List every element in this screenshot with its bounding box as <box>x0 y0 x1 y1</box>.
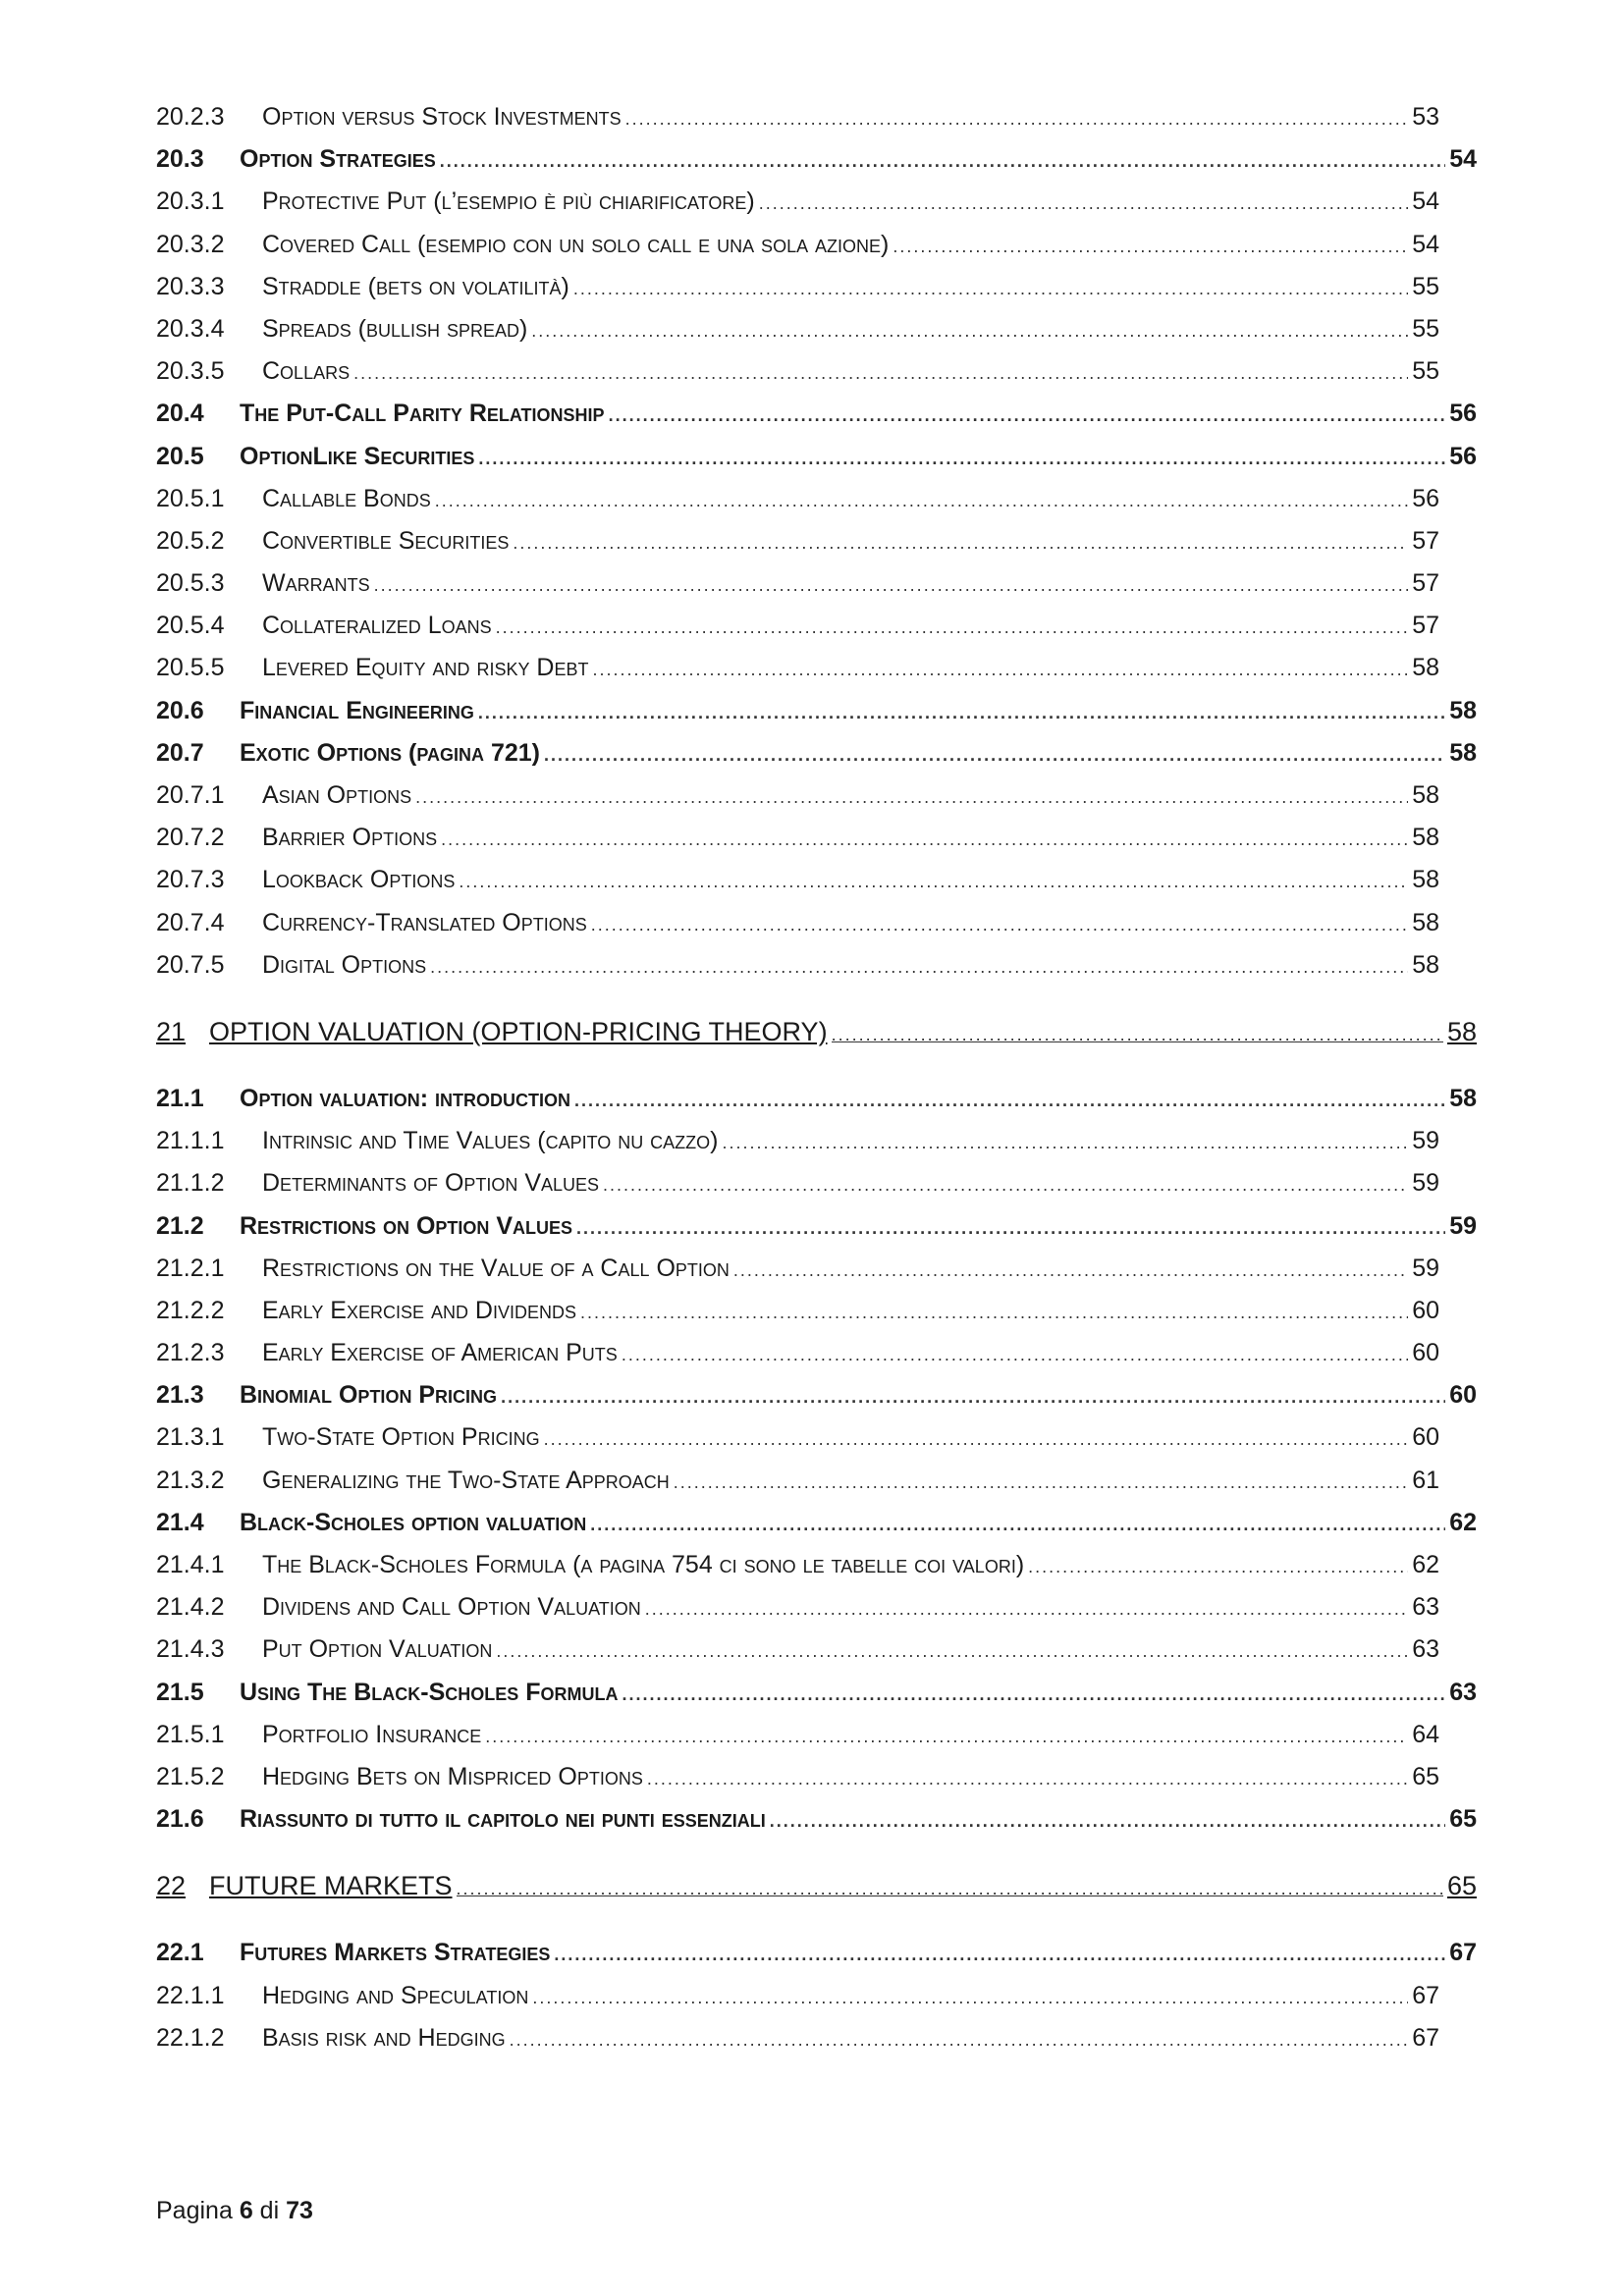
toc-entry-number: 21.1.1 <box>156 1127 225 1155</box>
toc-leader-dots <box>441 819 1408 859</box>
toc-entry-title: Put Option Valuation <box>262 1635 493 1664</box>
toc-leader-dots <box>415 776 1408 817</box>
toc-entry-page: 64 <box>1412 1720 1439 1748</box>
toc-entry-page: 58 <box>1446 1016 1477 1046</box>
page-footer <box>156 2197 313 2225</box>
toc-entry-number: 20.2.3 <box>156 103 225 131</box>
toc-entry-title: Portfolio Insurance <box>262 1720 482 1748</box>
toc-entry-title: Barrier Options <box>262 824 438 852</box>
toc-entry-number: 21.6 <box>156 1805 204 1834</box>
toc-subsection-entry[interactable] <box>156 1544 1477 1586</box>
toc-entry-title: Intrinsic and Time Values (capito nu cazzo) <box>262 1127 719 1155</box>
toc-section-entry[interactable] <box>156 690 1477 732</box>
toc-leader-dots <box>573 268 1408 308</box>
toc-leader-dots <box>893 226 1408 266</box>
toc-entry-number: 21.4 <box>156 1508 204 1536</box>
toc-entry-number: 22.1.2 <box>156 2023 225 2052</box>
toc-leader-dots <box>532 1977 1408 2017</box>
toc-entry-title: Convertible Securities <box>262 526 510 555</box>
toc-subsection-entry[interactable] <box>156 308 1477 350</box>
toc-leader-dots <box>510 2019 1409 2059</box>
toc-subsection-entry[interactable] <box>156 1629 1477 1671</box>
toc-entry-page: 55 <box>1412 272 1439 300</box>
toc-entry-page: 54 <box>1412 187 1439 216</box>
toc-entry-title: Spreads (bullish spread) <box>262 314 528 343</box>
toc-entry-page: 60 <box>1412 1296 1439 1324</box>
toc-entry-number: 20.5.2 <box>156 526 225 555</box>
toc-subsection-entry[interactable] <box>156 1975 1477 2017</box>
toc-subsection-entry[interactable] <box>156 520 1477 562</box>
toc-entry-number: 21.2.1 <box>156 1254 225 1282</box>
toc-subsection-entry[interactable] <box>156 1586 1477 1629</box>
toc-leader-dots <box>544 1418 1409 1459</box>
toc-entry-title: Collars <box>262 357 351 386</box>
toc-entry-title: Protective Put (l’esempio è più chiarificatore) <box>262 187 755 216</box>
toc-entry-title: Warrants <box>262 569 370 598</box>
toc-leader-dots <box>478 692 1445 732</box>
toc-entry-page: 65 <box>1412 1762 1439 1790</box>
toc-entry-page: 63 <box>1412 1635 1439 1664</box>
toc-leader-dots <box>531 310 1408 350</box>
footer-separator: di <box>259 2197 280 2224</box>
toc-entry-number: 20.5.5 <box>156 654 225 682</box>
toc-leader-dots <box>722 1122 1408 1162</box>
toc-entry-page: 55 <box>1412 357 1439 386</box>
toc-leader-dots <box>544 734 1445 774</box>
footer-total-pages: 73 <box>286 2197 313 2224</box>
toc-entry-page: 57 <box>1412 612 1439 640</box>
toc-entry-page: 55 <box>1412 314 1439 343</box>
toc-leader-dots <box>625 98 1409 138</box>
toc-entry-title: Early Exercise of American Puts <box>262 1339 618 1367</box>
toc-subsection-entry[interactable] <box>156 350 1477 393</box>
toc-subsection-entry[interactable] <box>156 1248 1477 1290</box>
toc-entry-page: 62 <box>1412 1551 1439 1578</box>
toc-entry-page: 67 <box>1449 1939 1477 1967</box>
toc-entry-title: FUTURE MARKETS <box>209 1871 453 1901</box>
toc-entry-page: 57 <box>1412 569 1439 598</box>
toc-entry-number: 21.4.3 <box>156 1635 225 1664</box>
toc-entry-page: 58 <box>1412 950 1439 979</box>
toc-section-entry[interactable] <box>156 1078 1477 1120</box>
footer-current-page: 6 <box>239 2197 253 2224</box>
toc-leader-dots <box>770 1800 1445 1841</box>
toc-entry-page: 57 <box>1412 526 1439 555</box>
toc-entry-title: Binomial Option Pricing <box>240 1381 498 1410</box>
toc-leader-dots <box>591 904 1408 944</box>
toc-entry-number: 20.7.2 <box>156 824 225 852</box>
toc-chapter-entry[interactable] <box>156 1841 1477 1932</box>
toc-entry-title: Hedging Bets on Mispriced Options <box>262 1762 643 1790</box>
toc-entry-title: Levered Equity and risky Debt <box>262 654 589 682</box>
toc-entry-number: 20.3.5 <box>156 357 225 386</box>
toc-subsection-entry[interactable] <box>156 478 1477 520</box>
toc-subsection-entry[interactable] <box>156 1714 1477 1756</box>
toc-subsection-entry[interactable] <box>156 1460 1477 1502</box>
toc-subsection-entry[interactable] <box>156 1332 1477 1374</box>
toc-entry-page: 58 <box>1449 696 1477 724</box>
toc-leader-dots <box>459 861 1408 901</box>
toc-leader-dots <box>733 1250 1408 1290</box>
toc-entry-number: 21.2.3 <box>156 1339 225 1367</box>
toc-leader-dots <box>590 1504 1445 1544</box>
toc-entry-page: 59 <box>1412 1254 1439 1282</box>
toc-entry-number: 21.5.1 <box>156 1720 225 1748</box>
toc-leader-dots <box>645 1588 1408 1629</box>
toc-leader-dots <box>353 352 1408 393</box>
toc-entry-title: Digital Options <box>262 950 427 979</box>
toc-entry-number: 20.7.4 <box>156 908 225 936</box>
toc-entry-number: 22.1 <box>156 1939 204 1967</box>
toc-entry-title: Generalizing the Two-State Approach <box>262 1466 670 1494</box>
toc-subsection-entry[interactable] <box>156 817 1477 859</box>
toc-leader-dots <box>574 1080 1445 1120</box>
toc-leader-dots <box>374 564 1409 605</box>
toc-subsection-entry[interactable] <box>156 1416 1477 1459</box>
footer-label: Pagina <box>156 2197 233 2224</box>
toc-entry-page: 58 <box>1412 824 1439 852</box>
toc-entry-title: Covered Call (esempio con un solo call e una sola azione) <box>262 230 890 258</box>
toc-entry-number: 22.1.1 <box>156 1981 225 2009</box>
toc-entry-page: 62 <box>1449 1508 1477 1536</box>
toc-entry-title: Financial Engineering <box>240 696 474 724</box>
toc-entry-title: Option versus Stock Investments <box>262 103 622 131</box>
toc-leader-dots <box>576 1207 1445 1248</box>
toc-subsection-entry[interactable] <box>156 1290 1477 1332</box>
toc-entry-page: 54 <box>1412 230 1439 258</box>
toc-entry-title: Restrictions on Option Values <box>240 1211 573 1240</box>
toc-entry-page: 60 <box>1412 1423 1439 1452</box>
toc-entry-title: Determinants of Option Values <box>262 1169 600 1198</box>
toc-subsection-entry[interactable] <box>156 605 1477 647</box>
toc-subsection-entry[interactable] <box>156 944 1477 987</box>
toc-entry-title: OptionLike Securities <box>240 442 475 470</box>
toc-entry-number: 20.5.1 <box>156 484 225 512</box>
toc-entry-number: 21 <box>156 1016 187 1046</box>
toc-entry-page: 63 <box>1449 1678 1477 1706</box>
table-of-contents <box>156 96 1477 2059</box>
toc-entry-page: 53 <box>1412 103 1439 131</box>
toc-leader-dots <box>485 1716 1408 1756</box>
toc-leader-dots <box>674 1462 1408 1502</box>
toc-entry-number: 21.3 <box>156 1381 204 1410</box>
toc-entry-number: 21.2.2 <box>156 1296 225 1324</box>
toc-section-entry[interactable] <box>156 1374 1477 1416</box>
toc-entry-page: 58 <box>1412 781 1439 809</box>
toc-entry-number: 20.3.2 <box>156 230 225 258</box>
toc-leader-dots <box>501 1376 1445 1416</box>
toc-leader-dots <box>622 1674 1446 1714</box>
toc-entry-number: 20.7.1 <box>156 781 225 809</box>
toc-entry-number: 20.5.3 <box>156 569 225 598</box>
toc-entry-title: The Black-Scholes Formula (a pagina 754 ci sono le tabelle coi valori) <box>262 1551 1025 1578</box>
toc-entry-title: OPTION VALUATION (OPTION-PRICING THEORY) <box>209 1016 828 1046</box>
toc-entry-title: Using The Black-Scholes Formula <box>240 1678 619 1706</box>
toc-entry-number: 21.2 <box>156 1211 204 1240</box>
toc-subsection-entry[interactable] <box>156 859 1477 901</box>
toc-entry-title: Straddle (bets on volatilità) <box>262 272 569 300</box>
toc-entry-page: 58 <box>1449 1084 1477 1112</box>
toc-leader-dots <box>603 1164 1408 1204</box>
toc-entry-page: 59 <box>1412 1169 1439 1198</box>
toc-entry-number: 20.7 <box>156 738 204 767</box>
toc-entry-title: Option Strategies <box>240 145 436 174</box>
toc-entry-number: 20.7.5 <box>156 950 225 979</box>
toc-entry-title: Riassunto di tutto il capitolo nei punti essenziali <box>240 1805 766 1834</box>
toc-section-entry[interactable] <box>156 138 1477 181</box>
toc-entry-title: Black-Scholes option valuation <box>240 1508 587 1536</box>
toc-entry-title: Early Exercise and Dividends <box>262 1296 576 1324</box>
toc-subsection-entry[interactable] <box>156 774 1477 817</box>
toc-section-entry[interactable] <box>156 393 1477 435</box>
toc-section-entry[interactable] <box>156 732 1477 774</box>
toc-section-entry[interactable] <box>156 1932 1477 1974</box>
toc-entry-title: Dividens and Call Option Valuation <box>262 1593 641 1622</box>
toc-entry-title: Lookback Options <box>262 866 456 894</box>
toc-entry-title: Two-State Option Pricing <box>262 1423 540 1452</box>
toc-section-entry[interactable] <box>156 436 1477 478</box>
toc-subsection-entry[interactable] <box>156 902 1477 944</box>
toc-entry-page: 59 <box>1449 1211 1477 1240</box>
toc-leader-dots <box>430 946 1408 987</box>
toc-section-entry[interactable] <box>156 1672 1477 1714</box>
toc-entry-number: 21.5.2 <box>156 1762 225 1790</box>
toc-leader-dots <box>759 183 1409 223</box>
toc-leader-dots <box>457 1843 1443 1932</box>
toc-entry-title: The Put-Call Parity Relationship <box>240 400 605 428</box>
toc-subsection-entry[interactable] <box>156 181 1477 223</box>
toc-leader-dots <box>435 480 1408 520</box>
toc-entry-title: Restrictions on the Value of a Call Option <box>262 1254 730 1282</box>
toc-leader-dots <box>440 140 1445 181</box>
toc-leader-dots <box>622 1334 1408 1374</box>
toc-entry-title: Option valuation: introduction <box>240 1084 570 1112</box>
toc-entry-page: 63 <box>1412 1593 1439 1622</box>
toc-entry-number: 20.3.1 <box>156 187 225 216</box>
toc-leader-dots <box>580 1292 1408 1332</box>
toc-entry-title: Basis risk and Hedging <box>262 2023 506 2052</box>
toc-entry-page: 60 <box>1449 1381 1477 1410</box>
toc-entry-page: 56 <box>1449 442 1477 470</box>
toc-subsection-entry[interactable] <box>156 96 1477 138</box>
toc-entry-page: 58 <box>1412 908 1439 936</box>
toc-entry-number: 20.4 <box>156 400 204 428</box>
toc-entry-page: 58 <box>1449 738 1477 767</box>
toc-subsection-entry[interactable] <box>156 1162 1477 1204</box>
toc-entry-number: 21.1.2 <box>156 1169 225 1198</box>
toc-entry-number: 21.5 <box>156 1678 204 1706</box>
toc-entry-number: 20.6 <box>156 696 204 724</box>
toc-leader-dots <box>478 438 1445 478</box>
toc-entry-page: 59 <box>1412 1127 1439 1155</box>
toc-leader-dots <box>496 607 1409 647</box>
toc-entry-number: 22 <box>156 1871 187 1901</box>
toc-leader-dots <box>647 1758 1408 1798</box>
toc-leader-dots <box>1028 1546 1408 1586</box>
toc-entry-page: 58 <box>1412 866 1439 894</box>
toc-entry-page: 65 <box>1446 1871 1477 1901</box>
toc-entry-number: 21.3.1 <box>156 1423 225 1452</box>
toc-entry-title: Callable Bonds <box>262 484 431 512</box>
toc-entry-page: 67 <box>1412 2023 1439 2052</box>
toc-entry-title: Exotic Options (pagina 721) <box>240 738 540 767</box>
toc-subsection-entry[interactable] <box>156 224 1477 266</box>
toc-entry-title: Currency-Translated Options <box>262 908 587 936</box>
toc-entry-number: 20.3.3 <box>156 272 225 300</box>
toc-entry-number: 21.3.2 <box>156 1466 225 1494</box>
toc-entry-page: 54 <box>1449 145 1477 174</box>
toc-entry-number: 21.4.1 <box>156 1551 225 1578</box>
toc-entry-page: 61 <box>1412 1466 1439 1494</box>
toc-subsection-entry[interactable] <box>156 266 1477 308</box>
toc-entry-number: 21.1 <box>156 1084 204 1112</box>
toc-subsection-entry[interactable] <box>156 647 1477 689</box>
toc-entry-page: 67 <box>1412 1981 1439 2009</box>
toc-entry-title: Hedging and Speculation <box>262 1981 529 2009</box>
toc-leader-dots <box>496 1630 1408 1671</box>
toc-leader-dots <box>592 649 1408 689</box>
toc-leader-dots <box>554 1934 1445 1974</box>
toc-subsection-entry[interactable] <box>156 1756 1477 1798</box>
toc-subsection-entry[interactable] <box>156 2017 1477 2059</box>
toc-section-entry[interactable] <box>156 1205 1477 1248</box>
toc-entry-page: 58 <box>1412 654 1439 682</box>
toc-leader-dots <box>609 395 1446 435</box>
toc-leader-dots <box>513 522 1408 562</box>
toc-entry-title: Futures Markets Strategies <box>240 1939 551 1967</box>
toc-chapter-entry[interactable] <box>156 987 1477 1078</box>
toc-section-entry[interactable] <box>156 1798 1477 1841</box>
toc-entry-number: 20.3.4 <box>156 314 225 343</box>
toc-leader-dots <box>832 989 1443 1078</box>
toc-entry-number: 20.3 <box>156 145 204 174</box>
toc-subsection-entry[interactable] <box>156 1120 1477 1162</box>
toc-entry-title: Collateralized Loans <box>262 612 492 640</box>
toc-entry-page: 65 <box>1449 1805 1477 1834</box>
toc-entry-page: 56 <box>1449 400 1477 428</box>
toc-entry-number: 20.5.4 <box>156 612 225 640</box>
toc-section-entry[interactable] <box>156 1502 1477 1544</box>
toc-entry-number: 20.7.3 <box>156 866 225 894</box>
toc-entry-title: Asian Options <box>262 781 412 809</box>
toc-entry-number: 21.4.2 <box>156 1593 225 1622</box>
toc-entry-page: 60 <box>1412 1339 1439 1367</box>
toc-entry-number: 20.5 <box>156 442 204 470</box>
toc-entry-page: 56 <box>1412 484 1439 512</box>
toc-subsection-entry[interactable] <box>156 562 1477 605</box>
